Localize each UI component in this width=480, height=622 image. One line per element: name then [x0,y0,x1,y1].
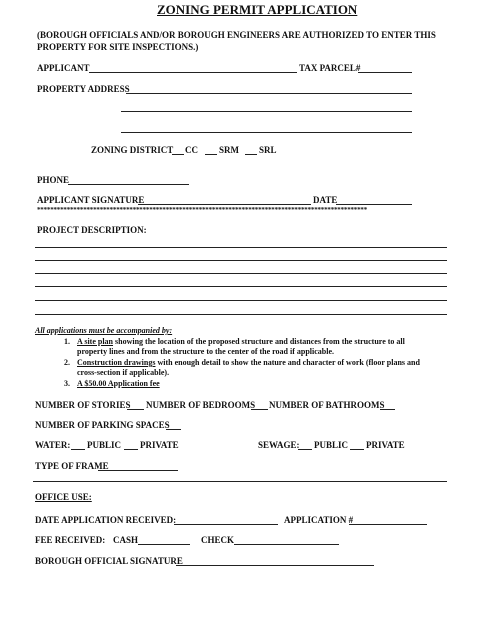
official-signature-field[interactable] [176,565,374,566]
zoning-cc-checkbox[interactable] [172,154,184,155]
requirement-1-line-2: property lines and from the structure to the center of the road if applicable. [77,347,335,356]
project-description-line-4[interactable] [35,286,447,287]
requirement-1 [77,338,405,346]
stories-field[interactable] [127,409,144,410]
sewage-label: SEWAGE: [258,440,300,450]
bedrooms-label: NUMBER OF BEDROOMS [146,400,256,410]
water-private-checkbox[interactable] [124,449,138,450]
date-received-field[interactable] [174,524,278,525]
sewage-private-checkbox[interactable] [350,449,364,450]
property-address-field-1[interactable] [126,93,412,94]
applicant-signature-label: APPLICANT SIGNATURE [37,195,145,205]
applicant-label: APPLICANT [37,63,90,73]
cash-field[interactable] [138,544,190,545]
requirement-2-line-2: cross-section if applicable). [77,368,170,377]
application-number-field[interactable] [349,524,427,525]
applicant-signature-field[interactable] [138,204,311,205]
sewage-private-label: PRIVATE [366,440,405,450]
notice-line-2: PROPERTY FOR SITE INSPECTIONS.) [37,42,199,52]
requirement-1-text: showing the location of the proposed structure and distances from the structure to all [115,337,405,346]
applicant-field[interactable] [89,72,297,73]
property-address-field-2[interactable] [121,111,412,112]
frame-type-field[interactable] [98,470,178,471]
requirement-3-num: 3. [64,379,70,388]
requirement-2-num: 2. [64,358,70,367]
project-description-line-6[interactable] [35,314,447,315]
parking-spaces-label: NUMBER OF PARKING SPACES [35,420,170,430]
bathrooms-field[interactable] [380,409,395,410]
project-description-line-1[interactable] [35,247,447,248]
zoning-option-cc: CC [185,145,198,155]
project-description-line-3[interactable] [35,273,447,274]
phone-label: PHONE [37,175,70,185]
project-description-line-5[interactable] [35,300,447,301]
date-label: DATE [313,195,338,205]
water-private-label: PRIVATE [140,440,179,450]
check-label: CHECK [201,535,235,545]
date-field[interactable] [336,204,412,205]
project-description-line-2[interactable] [35,260,447,261]
property-address-label: PROPERTY ADDRESS [37,84,130,94]
separator-stars: **************************************************************************************************** [37,206,368,214]
water-public-label: PUBLIC [87,440,122,450]
requirement-1-lead: A site plan [77,337,114,346]
water-label: WATER: [35,440,71,450]
parking-spaces-field[interactable] [166,429,181,430]
zoning-option-srm: SRM [219,145,239,155]
zoning-district-label: ZONING DISTRICT [91,145,174,155]
frame-type-label: TYPE OF FRAME [35,461,109,471]
bathrooms-label: NUMBER OF BATHROOMS [269,400,385,410]
requirement-3-lead: A $50.00 Application fee [77,379,160,388]
sewage-public-checkbox[interactable] [298,449,312,450]
requirement-1-num: 1. [64,337,70,346]
requirements-heading: All applications must be accompanied by: [35,326,173,335]
tax-parcel-field[interactable] [358,72,412,73]
notice-line-1: (BOROUGH OFFICIALS AND/OR BOROUGH ENGINEERS ARE AUTHORIZED TO ENTER THIS [37,30,436,40]
property-address-field-3[interactable] [121,132,412,133]
office-use-label: OFFICE USE: [35,492,92,502]
requirement-2-text: with enough detail to show the nature and character of work (floor plans and [157,358,420,367]
page-title: ZONING PERMIT APPLICATION [157,2,358,17]
zoning-option-srl: SRL [259,145,277,155]
fee-received-label: FEE RECEIVED: [35,535,106,545]
requirement-2-lead: Construction drawings [77,358,156,367]
official-signature-label: BOROUGH OFFICIAL SIGNATURE [35,556,183,566]
date-received-label: DATE APPLICATION RECEIVED: [35,515,177,525]
bedrooms-field[interactable] [251,409,268,410]
project-description-label: PROJECT DESCRIPTION: [37,225,147,235]
zoning-srm-checkbox[interactable] [205,154,217,155]
application-number-label: APPLICATION # [284,515,354,525]
check-field[interactable] [234,544,339,545]
stories-label: NUMBER OF STORIES [35,400,131,410]
tax-parcel-label: TAX PARCEL# [299,63,361,73]
cash-label: CASH [113,535,139,545]
office-use-divider [33,481,447,482]
requirement-2 [77,359,420,367]
water-public-checkbox[interactable] [71,449,85,450]
zoning-srl-checkbox[interactable] [245,154,257,155]
sewage-public-label: PUBLIC [314,440,349,450]
phone-field[interactable] [68,184,189,185]
